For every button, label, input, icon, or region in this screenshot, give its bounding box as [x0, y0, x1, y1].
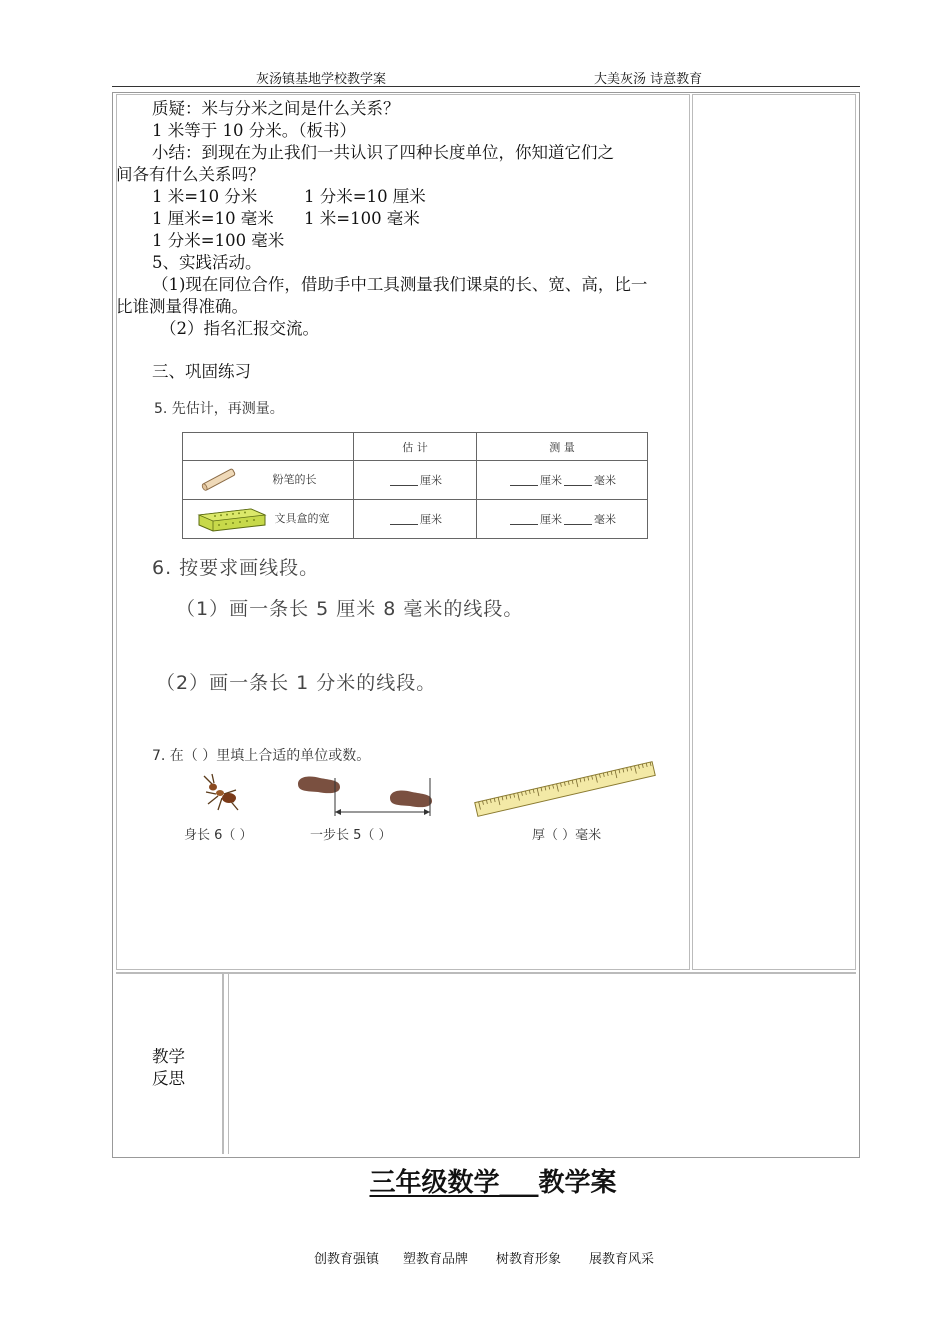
- footer-slogan-1: 创教育强镇: [314, 1252, 380, 1267]
- row-chalk-text: 粉笔的长: [272, 473, 317, 486]
- section-consolidation: 三、巩固练习: [152, 362, 251, 381]
- page-title: [0, 1162, 950, 1199]
- ruler-icon: [470, 760, 660, 818]
- exercise6-title: 6. 按要求画线段。: [152, 557, 320, 579]
- row-pencil-case-text: 文具盒的宽: [274, 512, 330, 525]
- row-pencil-case-label: [183, 500, 354, 539]
- reflection-label-line2: 反思: [152, 1069, 185, 1088]
- unit-mm: 毫米: [594, 474, 616, 487]
- exercise7-title: 7. 在（ ）里填上合适的单位或数。: [152, 748, 371, 764]
- practice-item-1: （1)现在同位合作，借助手中工具测量我们课桌的长、宽、高，比一: [152, 275, 648, 294]
- chalk-estimate-cell[interactable]: [354, 461, 477, 500]
- ant-icon: [198, 772, 244, 814]
- practice-item-1-cont: 比谁测量得准确。: [116, 297, 248, 316]
- relation-m-dm: 1 米=10 分米: [152, 187, 258, 206]
- question-line: 质疑：米与分米之间是什么关系？: [152, 99, 400, 118]
- relation-cm-mm: 1 厘米=10 毫米: [152, 209, 274, 228]
- estimate-table: [182, 432, 648, 539]
- pencil-case-estimate-cell[interactable]: [354, 500, 477, 539]
- pencil-case-icon: [195, 503, 267, 535]
- estimate-table-corner: [183, 433, 354, 461]
- lesson-notes-cell: [692, 94, 856, 970]
- pencil-case-measure-cell[interactable]: [477, 500, 648, 539]
- summary-line-cont: 间各有什么关系吗？: [116, 165, 265, 184]
- header-divider: [112, 86, 860, 87]
- unit-cm: 厘米: [420, 474, 442, 487]
- row-chalk-label: [183, 461, 354, 500]
- unit-mm: 毫米: [594, 513, 616, 526]
- exercise6-item1: （1）画一条长 5 厘米 8 毫米的线段。: [176, 598, 524, 620]
- caption-ruler-thickness: 厚（ ）毫米: [532, 828, 602, 843]
- step-length-marker: [330, 776, 434, 818]
- unit-cm: 厘米: [540, 474, 562, 487]
- caption-step-length: 一步长 5（ ）: [310, 828, 392, 843]
- footer-slogan-4: 展教育风采: [589, 1252, 655, 1267]
- chalk-icon: [199, 468, 239, 492]
- relation-dm-cm: 1 分米=10 厘米: [304, 187, 426, 206]
- board-note-line: 1 米等于 10 分米。（板书）: [152, 121, 356, 140]
- practice-activity-heading: 5、实践活动。: [152, 253, 262, 272]
- footer-slogan-3: 树教育形象: [496, 1252, 562, 1267]
- relation-m-mm: 1 米=100 毫米: [304, 209, 420, 228]
- unit-cm: 厘米: [540, 513, 562, 526]
- header-slogan: 大美灰汤 诗意教育: [594, 72, 703, 87]
- exercise5-title: 5. 先估计，再测量。: [154, 401, 284, 417]
- summary-line: 小结：到现在为止我们一共认识了四种长度单位，你知道它们之: [152, 143, 614, 162]
- reflection-content-cell[interactable]: [228, 974, 856, 1154]
- title-prefix: 三年级数学: [369, 1168, 500, 1198]
- relation-dm-mm: 1 分米=100 毫米: [152, 231, 285, 250]
- exercise6-item2: （2）画一条长 1 分米的线段。: [156, 672, 437, 694]
- reflection-label-line1: 教学: [152, 1047, 185, 1066]
- title-suffix: 教学案: [538, 1168, 617, 1198]
- col-measure: 测 量: [477, 433, 648, 461]
- footer-slogan-2: 塑教育品牌: [403, 1252, 469, 1267]
- chalk-measure-cell[interactable]: [477, 461, 648, 500]
- caption-ant-length: 身长 6（ ）: [184, 828, 253, 843]
- header-school-name: 灰汤镇基地学校教学案: [256, 72, 387, 87]
- unit-cm: 厘米: [420, 513, 442, 526]
- practice-item-2: （2）指名汇报交流。: [160, 319, 319, 338]
- title-blank: ___: [499, 1168, 539, 1198]
- col-estimate: 估 计: [354, 433, 477, 461]
